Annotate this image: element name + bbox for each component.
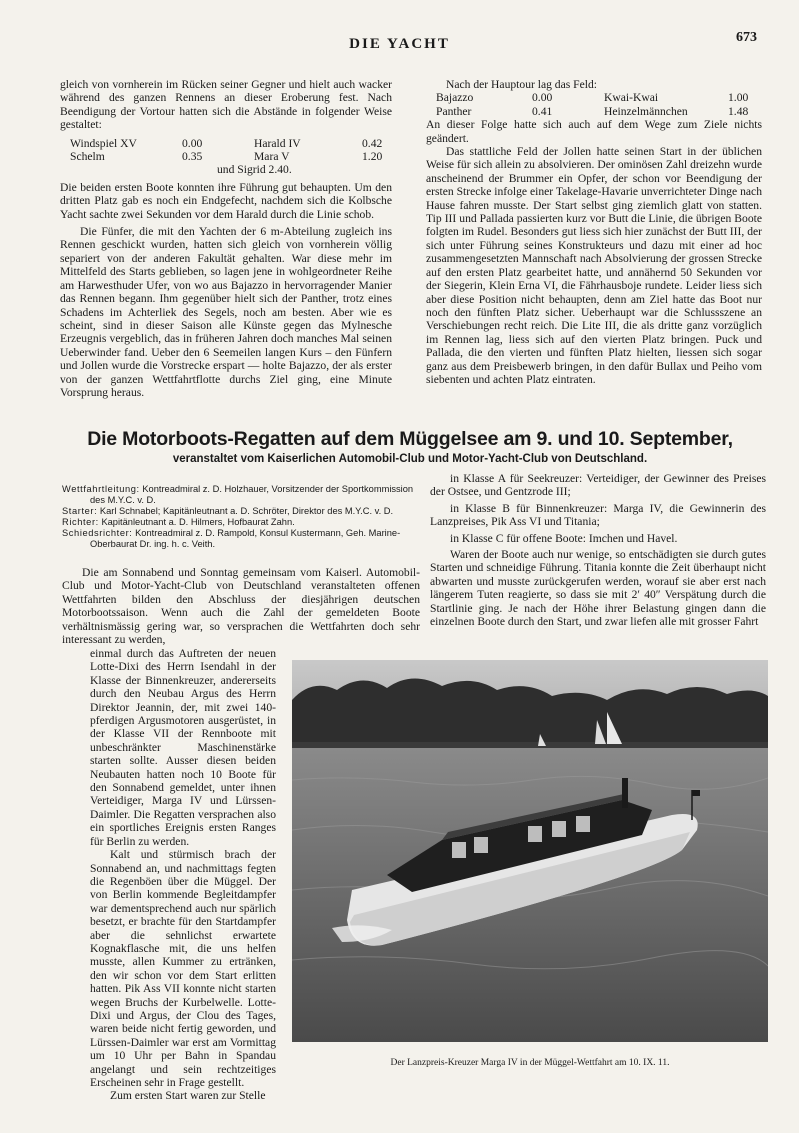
official-entry xyxy=(62,506,418,517)
table-cell: Bajazzo xyxy=(436,91,474,105)
officials-list xyxy=(62,484,418,550)
official-text: Kontreadmiral z. D. Holzhauer, Vorsitzender der Sportkommission des M.Y.C. v. D. xyxy=(90,484,414,505)
paragraph: Nach der Hauptour lag das Feld: xyxy=(446,78,597,91)
class-entry: in Klasse A für Seekreuzer: Verteidiger, der Gewinner des Preises der Ostsee, und Gentzrode III; xyxy=(430,472,766,499)
official-text: Kontreadmiral z. D. Rampold, Konsul Kustermann, Geh. Marine-Oberbaurat Dr. ing. h. c. Veith. xyxy=(90,528,401,549)
table-cell: 0.00 xyxy=(182,136,203,150)
table-cell: 0.35 xyxy=(182,150,203,164)
standings-table xyxy=(60,137,392,177)
paragraph: Die am Sonnabend und Sonntag gemeinsam vom Kaiserl. Automobil-Club und Motor-Yacht-Club von Deutschland veranstalteten offenen Wettfahrten bilden den Abschluss der diesjährigen deutschen Motorbootssaison. Wenn auch die Zahl der gemeldeten Boote verhältnismässig gering war, so versprachen die Wettfahrten doch sehr interessant zu werden, xyxy=(62,566,420,647)
class-entry: in Klasse B für Binnenkreuzer: Marga IV, die Gewinnerin des Lanzpreises, Pik Ass VI und Titania; xyxy=(430,501,766,529)
article-left-narrow xyxy=(90,647,276,1103)
paragraph: Waren der Boote auch nur wenige, so entschädigten sie durch gutes Starten und schneidige Führung. Titania konnte die Zeit überhaupt nicht abwarten und musste zurückgerufen werden, worauf sie aber erst nach längerem Tuten reagierte, so dass sie mit 2′ 40″ Verspätung durch die Startlinie ging. Je nach der Höhe ihrer Belastung gingen dann die einzelnen Boote durch den Start, und zwar liefen alle mit grosser Fahrt xyxy=(430,548,766,629)
paragraph: gleich von vornherein im Rücken seiner Gegner und hielt auch wacker während des ganzen Rennens an dieser Eroberung fest. Nach Beendigung der Vortour hatten sich die Abstände in folgender Weise gestaltet: xyxy=(60,78,392,132)
table-cell: Mara V xyxy=(254,150,290,164)
table-cell: 1.48 xyxy=(728,104,749,118)
article-right-column xyxy=(430,472,766,628)
class-entry: in Klasse C für offene Boote: Imchen und Havel. xyxy=(450,531,678,545)
table-cell: Schelm xyxy=(70,150,105,164)
paragraph: Die Fünfer, die mit den Yachten der 6 m-Abteilung zugleich ins Rennen geschickt wurden, hatten sich gleich von vornherein völlig separiert von der anderen Fakultät gehalten. War diese mehr im Mittelfeld des Starts geblieben, so lagen jene in wohlgeordneter Reihe am Harwesthuder Ufer, von wo aus Bajazzo in hervorragender Manier das Rennen begann. Ihm gegenüber hielt sich der Panther, trotz eines Schadens im Achterliek des Segels, noch am besten. Aber wie es scheint, sind in dieser Saison alle Künste gegen das Mylnesche Erzeugnis vergeblich, das in früheren Jahren doch manches Mal seinen Ueberwinder fand. Ueber den 6 Seemeilen langen Kurs – den Fünfern und Jollen wurde die Vorstrecke erspart — holte Bajazzo, der als erster von der ganzen Wettfahrtflotte durchs Ziel ging, eine Minute Vorsprung heraus. xyxy=(60,225,392,399)
table-cell: und Sigrid 2.40. xyxy=(217,163,292,177)
paragraph: einmal durch das Auftreten der neuen Lotte-Dixi des Herrn Isendahl in der Klasse der Binnenkreuzer, andererseits durch den Neubau Argus des Herrn Direktor Jeannin, der, mit zwei 140-pferdigen Argusmotoren ausgerüstet, in der Klasse VII der Rennboote mit unbeschränkter Maschinenstärke starten sollte. Ausser diesen beiden Neubauten hatten noch 10 Boote für den Sonnabend gemeldet, unter ihnen Verteidiger, Marga IV und Lürssen-Daimler. Die Regatten versprachen also ein sportliches Ereignis ersten Ranges für Berlin zu werden. xyxy=(90,647,276,848)
official-entry xyxy=(62,484,418,506)
boat-photo xyxy=(292,660,768,1042)
official-text: Kapitänleutnant a. D. Hilmers, Hofbaurat Zahn. xyxy=(101,517,295,527)
boat-photo-image xyxy=(292,660,768,1042)
table-cell: 0.42 xyxy=(362,136,383,150)
table-cell: Panther xyxy=(436,104,472,118)
photo-caption: Der Lanzpreis-Kreuzer Marga IV in der Müggel-Wettfahrt am 10. IX. 11. xyxy=(390,1058,670,1068)
table-cell: Harald IV xyxy=(254,136,301,150)
official-label: Wettfahrtleitung: xyxy=(62,484,140,494)
article-title: Die Motorboots-Regatten auf dem Müggelsee am 9. und 10. September, xyxy=(87,428,733,450)
table-cell: 1.20 xyxy=(362,150,383,164)
official-label: Richter: xyxy=(62,517,99,527)
table-cell: 0.00 xyxy=(532,91,553,105)
official-entry xyxy=(62,517,418,528)
table-cell: Heinzelmännchen xyxy=(604,104,688,118)
running-head: DIE YACHT xyxy=(349,36,450,52)
article-left-intro xyxy=(62,566,420,646)
paragraph: Kalt und stürmisch brach der Sonnabend an, und nachmittags fegten die Regenböen über die Müggel. Der von Berlin kommende Begleitdampfer war dementsprechend auch nur spärlich besetzt, er brachte für den Startdampfer aber die sehnlichst erwartete Kognakflasche mit, die uns helfen musste, allen Kummer zu ertränken, den wir schon vor dem Start erlitten hatten. Pik Ass VII konnte nicht starten wegen Bruchs der Kurbelwelle. Lotte-Dixi und Argus, der Clou des Tages, waren beide nicht fertig geworden, und Lürssen-Daimler war erst am Vormittag um 10 Uhr per Bahn in Spandau angelangt und sein rechtzeitiges Erscheinen sehr in Frage gestellt. xyxy=(90,848,276,1089)
paragraph: Die beiden ersten Boote konnten ihre Führung gut behaupten. Um den dritten Platz gab es noch ein Endgefecht, nachdem sich die Kolbsche Yacht sachte zwei Sekunden vor dem Harald durch die Linie schob. xyxy=(60,180,392,221)
table-cell: 1.00 xyxy=(728,91,749,105)
official-label: Schiedsrichter: xyxy=(62,528,133,538)
page-number: 673 xyxy=(736,30,757,45)
table-cell: 0.41 xyxy=(532,104,553,118)
paragraph: Zum ersten Start waren zur Stelle xyxy=(110,1089,266,1103)
official-label: Starter: xyxy=(62,506,98,516)
table-cell: Windspiel XV xyxy=(70,136,137,150)
left-column-top xyxy=(60,78,392,399)
official-entry xyxy=(62,528,418,550)
table-cell: Kwai-Kwai xyxy=(604,91,659,105)
official-text: Karl Schnabel; Kapitänleutnant a. D. Schröter, Direktor des M.Y.C. v. D. xyxy=(99,506,394,516)
paragraph: Das stattliche Feld der Jollen hatte seinen Start in der üblichen Weise für sich allein zu absolvieren. Der ominösen Zahl dreizehn wurde anscheinend der Brummer ein Opfer, der schon vor Beendigung der ersten Strecke infolge einer Takelage-Havarie unverrichteter Dinge nach Hause fahren musste. Der Start selbst ging ziemlich glatt von statten. Tip III und Pallada passierten kurz vor Butt die Linie, die übrigen Boote folgten im Rudel. Besonders gut liess sich hier zunächst der Butt III, der sich unter Führung seines Konstrukteurs und dazu mit einer ad hoc zusammengesetzten Mannschaft nach Absolvierung der grossen Strecke auf den ersten Platz gearbeitet hatte, und annähernd 50 Sekunden vor der Siegerin, Klein Erna VI, die Fährhausboje rundete. Leider liess sich aber diese Position nicht behaupten, denn am Ziel hatte das Boot nur noch den fünften Platz sicher. Ueberhaupt war die Schlussszene an Verschiebungen recht reich. Die Lite III, die als dritte ganz vorzüglich im Rennen lag, liess sich auf den vierten Platz bringen. Puck und Pallada, die den vierten und fünften Platz hielten, liessen sich sogar ganz aus dem Preisbewerb bringen, in den dafür Bullax und Peiho vom siebenten und achten Platz eintraten. xyxy=(426,145,762,386)
right-column-top xyxy=(426,78,762,386)
standings-table xyxy=(426,91,762,118)
paragraph: An dieser Folge hatte sich auch auf dem Wege zum Ziele nichts geändert. xyxy=(426,118,762,145)
article-subtitle: veranstaltet vom Kaiserlichen Automobil-Club und Motor-Yacht-Club von Deutschland. xyxy=(172,453,648,465)
